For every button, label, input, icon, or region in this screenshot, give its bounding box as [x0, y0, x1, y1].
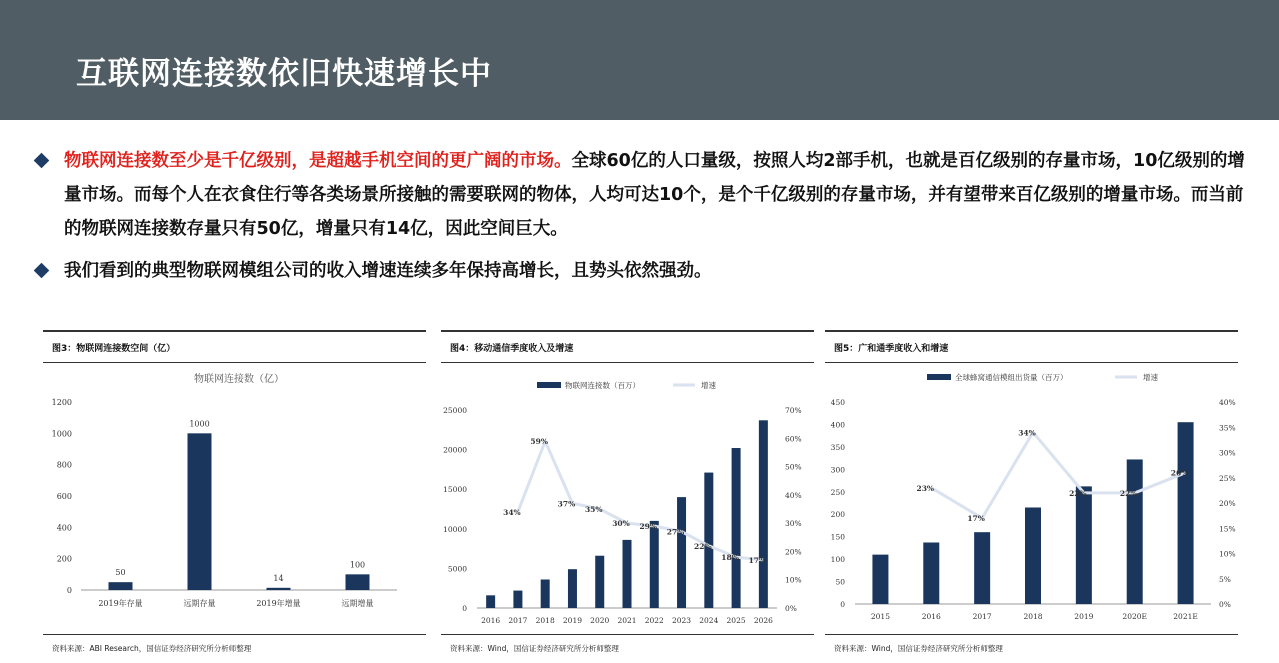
bar	[923, 543, 939, 604]
y-tick-label: 25000	[443, 406, 467, 415]
y2-tick-label: 30%	[785, 519, 802, 529]
y-tick-label: 10000	[443, 524, 467, 534]
chart-fibocom	[825, 364, 1238, 632]
bullet-list	[34, 144, 1249, 288]
data-label: 50	[115, 568, 126, 578]
figure-panel-mobile	[441, 330, 814, 662]
data-label: 22%	[694, 541, 712, 551]
x-tick-label: 2016	[921, 612, 941, 621]
bar	[623, 540, 632, 608]
bar	[872, 555, 888, 604]
x-tick-label: 2017	[972, 612, 992, 621]
bar	[650, 521, 659, 608]
bar	[595, 556, 604, 608]
x-tick-label: 2015	[870, 612, 890, 621]
bar	[541, 579, 550, 608]
chart-title: 物联网连接数（亿）	[194, 374, 284, 385]
x-tick-label: 2020E	[1122, 612, 1147, 621]
y2-tick-label: 60%	[785, 434, 802, 444]
legend-swatch-bar	[927, 374, 951, 380]
growth-line	[931, 432, 1185, 518]
y-tick-label: 250	[830, 487, 845, 497]
y2-tick-label: 0%	[1219, 600, 1231, 609]
y2-tick-label: 40%	[785, 490, 802, 500]
bar	[759, 420, 768, 608]
diamond-bullet-icon	[34, 263, 50, 279]
data-label: 26%	[1170, 468, 1189, 478]
bullet-item	[34, 144, 1249, 246]
data-label: 29%	[639, 521, 658, 531]
x-tick-label: 2019年存量	[98, 599, 143, 608]
bar	[677, 497, 686, 608]
x-tick-label: 2023	[671, 616, 692, 625]
x-tick-label: 2016	[481, 616, 501, 625]
y2-tick-label: 50%	[785, 462, 802, 472]
figure-panel-connections	[43, 330, 426, 662]
y2-tick-label: 20%	[1219, 499, 1236, 508]
bar	[974, 532, 990, 604]
bar	[1178, 422, 1194, 604]
bullet-item	[34, 254, 1249, 288]
y2-tick-label: 20%	[785, 547, 802, 557]
legend-swatch-bar	[537, 382, 561, 388]
data-label: 34%	[1018, 428, 1036, 438]
legend-label: 物联网连接数（百万）	[565, 381, 640, 390]
y2-tick-label: 70%	[785, 406, 802, 415]
bar	[1127, 459, 1143, 604]
y-tick-label: 1000	[51, 429, 72, 439]
x-tick-label: 2021	[617, 616, 637, 625]
y-tick-label: 400	[56, 523, 72, 533]
y-tick-label: 0	[66, 586, 72, 595]
y-tick-label: 100	[830, 555, 845, 565]
y-tick-label: 150	[830, 532, 845, 542]
y-tick-label: 0	[462, 604, 467, 613]
x-tick-label: 2017	[508, 616, 528, 625]
figure-title: 图4：移动通信季度收入及增速	[450, 344, 574, 354]
bar	[1076, 486, 1092, 604]
data-label: 37%	[557, 499, 576, 509]
chart-connections	[43, 364, 426, 632]
bullet-text: 全球60亿的人口量级，按照人均2部手机，也就是百亿级别的存量市场，10亿级别的增量市场。而每个人在衣食住行等各类场景所接触的需要联网的物体，人均可达10个，是个千亿级别的存量市场，并有望带来百亿级别的增量市场。而当前的物联网连接数存量只有50亿，增量只有14亿，因此空间巨大。	[64, 151, 1245, 239]
figure-source: 资料来源：Wind，国信证券经济研究所分析师整理	[450, 644, 619, 653]
x-tick-label: 2024	[699, 616, 719, 625]
x-tick-label: 远期增量	[341, 599, 374, 608]
slide-header	[0, 0, 1279, 120]
x-tick-label: 2019	[562, 616, 583, 625]
x-tick-label: 2019	[1074, 612, 1094, 621]
data-label: 22%	[1069, 488, 1087, 498]
data-label: 23%	[916, 483, 935, 493]
chart-mobile	[441, 364, 814, 632]
y-tick-label: 600	[56, 492, 72, 501]
figure-title: 图5：广和通季度收入和增速	[834, 344, 949, 354]
x-tick-label: 2020	[590, 616, 610, 625]
y2-tick-label: 40%	[1219, 398, 1236, 407]
y-tick-label: 1200	[51, 398, 72, 407]
data-label: 100	[349, 560, 366, 570]
figure-panel-fibocom	[825, 330, 1238, 662]
bar	[704, 473, 713, 608]
bar	[732, 448, 741, 608]
bullet-text: 我们看到的典型物联网模组公司的收入增速连续多年保持高增长，且势头依然强劲。	[64, 261, 712, 281]
y2-tick-label: 25%	[1219, 473, 1236, 483]
data-label: 17%	[967, 514, 985, 524]
data-label: 18%	[721, 553, 739, 563]
y-tick-label: 200	[830, 510, 845, 520]
data-label: 1000	[189, 419, 210, 429]
figure-source: 资料来源：Wind，国信证券经济研究所分析师整理	[834, 644, 1003, 653]
data-label: 27%	[666, 527, 685, 537]
x-tick-label: 2019年增量	[256, 599, 301, 608]
bar	[267, 588, 291, 590]
x-tick-label: 2026	[753, 616, 773, 625]
y-tick-label: 350	[830, 442, 845, 452]
y-tick-label: 50	[835, 577, 845, 587]
legend-label: 全球蜂窝通信模组出货量（百万）	[955, 373, 1068, 382]
y-tick-label: 400	[830, 420, 845, 430]
diamond-bullet-icon	[34, 153, 50, 169]
bullet-highlight: 物联网连接数至少是千亿级别，是超越手机空间的更广阔的市场。	[64, 151, 572, 171]
y2-tick-label: 30%	[1219, 448, 1236, 458]
y-tick-label: 200	[56, 554, 72, 564]
y-tick-label: 15000	[443, 485, 467, 495]
data-label: 35%	[584, 505, 603, 514]
y-tick-label: 300	[830, 465, 845, 475]
y2-tick-label: 0%	[785, 604, 797, 613]
figure-title: 图3：物联网连接数空间（亿）	[52, 344, 176, 354]
figure-source: 资料来源：ABI Research，国信证券经济研究所分析师整理	[52, 644, 252, 653]
x-tick-label: 2021E	[1173, 612, 1198, 621]
y-tick-label: 450	[830, 398, 845, 407]
x-tick-label: 2018	[1023, 612, 1043, 621]
data-label: 22%	[1119, 488, 1138, 498]
y2-tick-label: 10%	[1219, 549, 1236, 559]
y2-tick-label: 5%	[1219, 574, 1231, 584]
legend-label: 增速	[701, 381, 716, 390]
bar	[568, 569, 577, 608]
x-tick-label: 2025	[726, 616, 746, 625]
data-label: 30%	[612, 519, 630, 529]
data-label: 34%	[503, 507, 521, 517]
data-label: 17%	[748, 555, 767, 565]
data-label: 14	[273, 573, 284, 583]
legend-label: 增速	[1143, 373, 1158, 382]
bar	[486, 595, 495, 608]
y-tick-label: 20000	[443, 445, 467, 455]
slide-title: 互联网连接数依旧快速增长中	[76, 56, 492, 92]
y-tick-label: 5000	[447, 564, 467, 574]
x-tick-label: 2018	[535, 616, 555, 625]
x-tick-label: 远期存量	[183, 599, 216, 608]
bar	[513, 591, 522, 608]
x-tick-label: 2022	[644, 616, 664, 625]
y2-tick-label: 35%	[1219, 423, 1236, 433]
bar	[1025, 507, 1041, 604]
bar	[188, 433, 212, 590]
y-tick-label: 0	[840, 600, 845, 609]
bar	[346, 574, 370, 590]
bar	[109, 582, 133, 590]
data-label: 59%	[530, 437, 548, 447]
y-tick-label: 800	[56, 460, 72, 470]
y2-tick-label: 10%	[785, 575, 802, 585]
y2-tick-label: 15%	[1219, 524, 1236, 534]
